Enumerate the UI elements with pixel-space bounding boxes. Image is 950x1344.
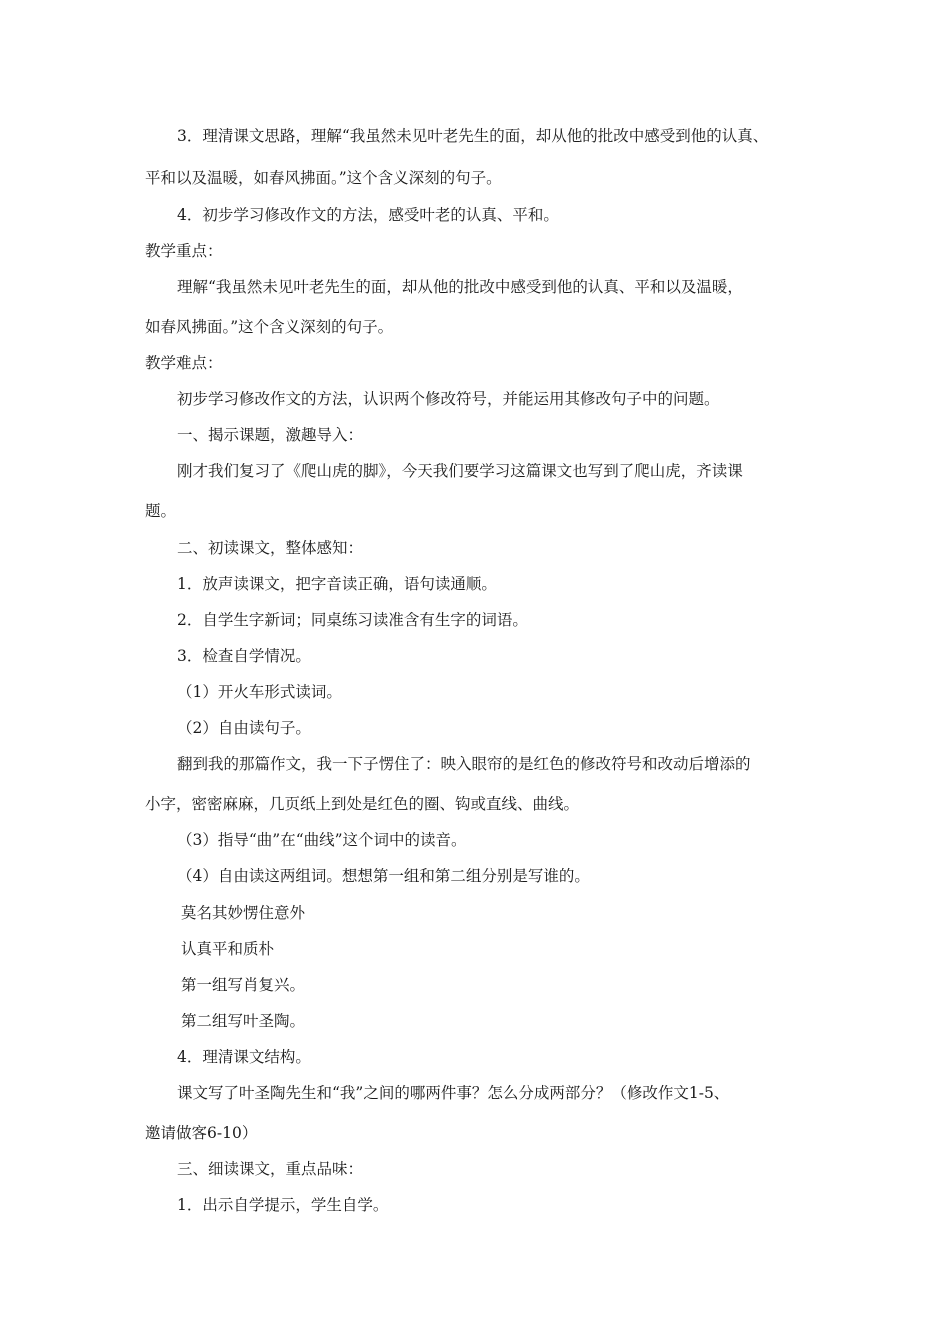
text-line: 莫名其妙愣住意外: [181, 904, 306, 922]
text-line: 3．检查自学情况。: [177, 647, 311, 665]
section-heading: 教学重点：: [145, 242, 223, 260]
text-line: 如春风拂面。”这个含义深刻的句子。: [145, 318, 394, 336]
text-line: 认真平和质朴: [181, 940, 275, 958]
text-line: 邀请做客6-10）: [145, 1124, 258, 1142]
text-line: 题。: [145, 502, 177, 520]
text-line: 2．自学生字新词；同桌练习读准含有生字的词语。: [177, 611, 528, 629]
text-line: 理解“我虽然未见叶老先生的面，却从他的批改中感受到他的认真、平和以及温暖，: [177, 278, 743, 296]
text-line: 3．理清课文思路，理解“我虽然未见叶老先生的面，却从他的批改中感受到他的认真、: [177, 127, 769, 145]
text-line: （3）指导“曲”在“曲线”这个词中的读音。: [177, 831, 467, 849]
text-line: 初步学习修改作文的方法，认识两个修改符号，并能运用其修改句子中的问题。: [177, 390, 720, 408]
text-line: （4）自由读这两组词。想想第一组和第二组分别是写谁的。: [177, 867, 590, 885]
text-line: 三、细读课文，重点品味：: [177, 1160, 364, 1178]
text-line: 第一组写肖复兴。: [181, 976, 306, 994]
text-line: 小字，密密麻麻，几页纸上到处是红色的圈、钩或直线、曲线。: [145, 795, 580, 813]
text-line: 第二组写叶圣陶。: [181, 1012, 306, 1030]
text-line: 翻到我的那篇作文，我一下子愣住了：映入眼帘的是红色的修改符号和改动后增添的: [177, 755, 751, 773]
section-heading: 教学难点：: [145, 354, 223, 372]
text-line: 4．初步学习修改作文的方法，感受叶老的认真、平和。: [177, 206, 559, 224]
text-line: 平和以及温暖，如春风拂面。”这个含义深刻的句子。: [145, 169, 502, 187]
text-line: 一、揭示课题，激趣导入：: [177, 426, 364, 444]
text-line: 4．理清课文结构。: [177, 1048, 311, 1066]
text-line: 1．放声读课文，把字音读正确，语句读通顺。: [177, 575, 497, 593]
text-line: （1）开火车形式读词。: [177, 683, 342, 701]
text-line: 1．出示自学提示，学生自学。: [177, 1196, 389, 1214]
text-line: 课文写了叶圣陶先生和“我”之间的哪两件事？怎么分成两部分？（修改作文1-5、: [177, 1084, 730, 1102]
text-line: （2）自由读句子。: [177, 719, 311, 737]
text-line: 二、初读课文，整体感知：: [177, 539, 364, 557]
text-line: 刚才我们复习了《爬山虎的脚》，今天我们要学习这篇课文也写到了爬山虎，齐读课: [177, 462, 743, 480]
